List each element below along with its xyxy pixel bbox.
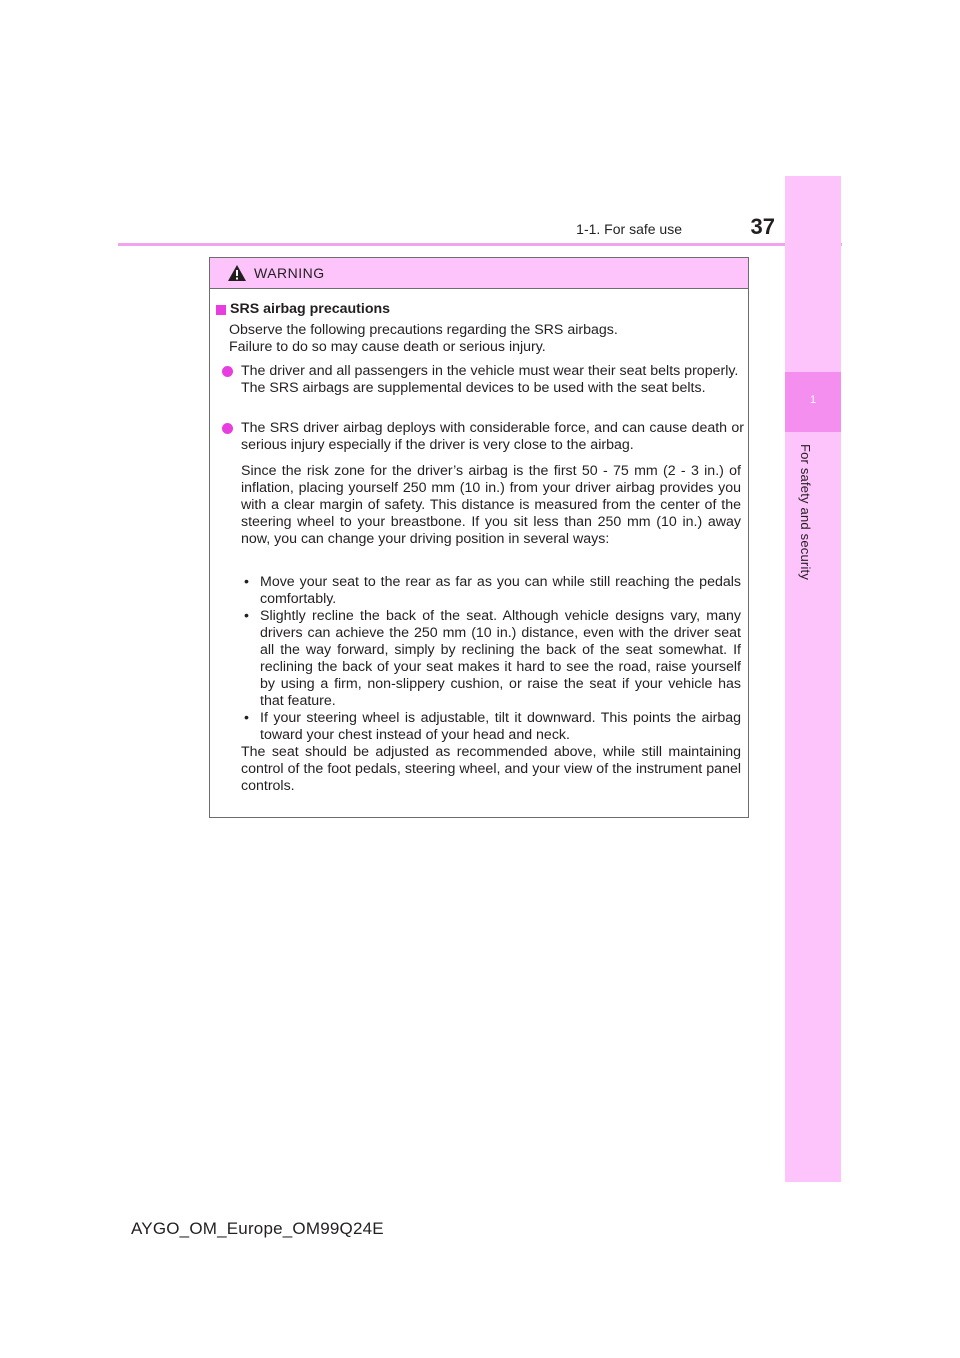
section-title xyxy=(216,301,390,318)
running-header-title: 1-1. For safe use xyxy=(576,221,682,237)
document-id: AYGO_OM_Europe_OM99Q24E xyxy=(131,1219,384,1238)
chapter-side-tab xyxy=(785,176,841,1182)
section-title-text: SRS airbag precautions xyxy=(230,301,391,317)
bullet-line: The SRS airbags are supplemental devices to be used with the seat belts. xyxy=(241,380,706,396)
intro-line: Failure to do so may cause death or serious injury. xyxy=(229,339,546,355)
sub-list-item xyxy=(241,608,741,710)
header-rule xyxy=(118,243,842,246)
dot-marker: • xyxy=(244,608,249,624)
circle-bullet-icon xyxy=(222,423,233,434)
risk-zone-paragraph: Since the risk zone for the driver’s airbag is the first 50 - 75 mm (2 - 3 in.) of inflation, placing yourself 250 mm (10 in.) from your driver airbag provides you with a clear margin of safety. This distance is measured from the center of the steering wheel to your breastbone. If you sit less than 250 mm (10 in.) away now, you can change your driving position in several ways: xyxy=(241,463,741,547)
square-bullet-icon xyxy=(216,305,226,315)
sub-list-text: If your steering wheel is adjustable, tilt it downward. This points the airbag toward your chest instead of your head and neck. xyxy=(260,710,741,743)
bullet-line: The SRS driver airbag deploys with considerable force, and can cause death or serious injury especially if the driver is very close to the airbag. xyxy=(241,420,744,453)
chapter-label: For safety and security xyxy=(798,443,813,581)
closing-text: The seat should be adjusted as recommended above, while still maintaining control of the foot pedals, steering wheel, and your view of the instrument panel controls. xyxy=(241,744,741,794)
bullet-item xyxy=(222,420,744,454)
dot-marker: • xyxy=(244,710,249,726)
bullet-item xyxy=(222,363,744,397)
sub-list-item xyxy=(241,574,741,608)
intro-text xyxy=(229,322,744,356)
dot-marker: • xyxy=(244,574,249,590)
bullet-line: The driver and all passengers in the vehicle must wear their seat belts properly. xyxy=(241,363,739,379)
chapter-number: 1 xyxy=(809,394,817,406)
sub-list-item xyxy=(241,710,741,744)
circle-bullet-icon xyxy=(222,366,233,377)
sub-list-text: Move your seat to the rear as far as you can while still reaching the pedals comfortably. xyxy=(260,574,741,607)
warning-box xyxy=(209,257,749,818)
warning-triangle-icon xyxy=(227,264,247,282)
page-number: 37 xyxy=(750,214,775,239)
sub-list-text: Slightly recline the back of the seat. Although vehicle designs vary, many drivers can achieve the 250 mm (10 in.) distance, even with the driver seat all the way forward, simply by reclining the back of the seat somewhat. If reclining the back of your seat makes it hard to see the road, raise yourself by using a firm, non-slippery cushion, or raise the seat if your vehicle has that feature. xyxy=(260,608,741,709)
intro-line: Observe the following precautions regarding the SRS airbags. xyxy=(229,322,618,338)
warning-label: WARNING xyxy=(254,265,325,281)
sub-list xyxy=(241,574,741,795)
warning-header xyxy=(210,258,748,289)
